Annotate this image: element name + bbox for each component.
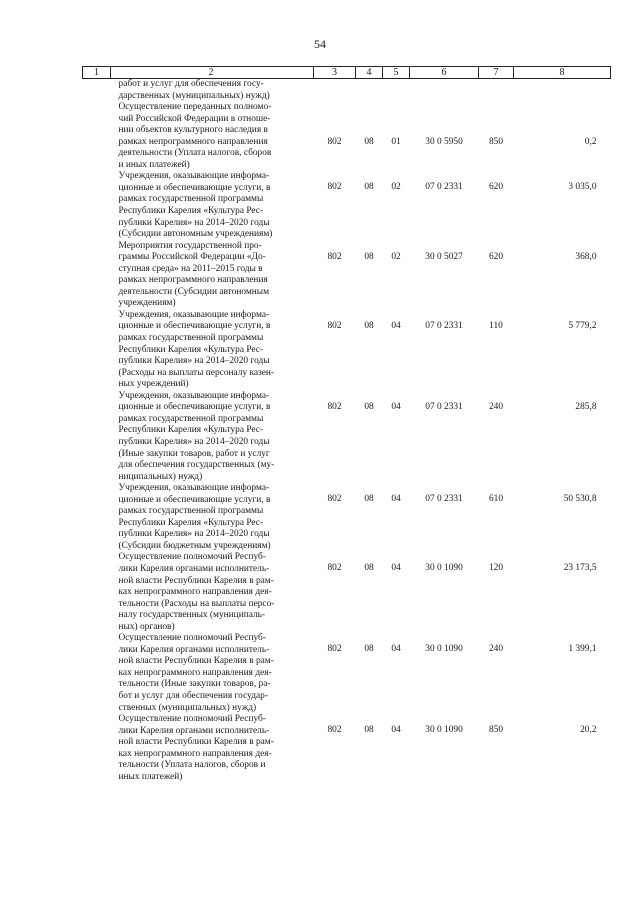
expense-type-code: 120 [488, 563, 504, 574]
amount: 20,2 [580, 725, 597, 736]
target-article-code: 07 0 2331 [425, 182, 463, 193]
target-article-code: 07 0 2331 [425, 320, 463, 331]
target-article-code: 07 0 2331 [425, 401, 463, 412]
ministry-code: 802 [327, 251, 342, 262]
expense-description: Осуществление переданных полномо- чий Российской Федерации в отноше- нии объектов культурного наследия в рамках непрограммного направления деятельности (Уплата налогов, сборов и иных платежей) [118, 102, 272, 170]
table-row [83, 171, 611, 240]
table-row [83, 714, 611, 783]
section-code: 08 [364, 725, 374, 736]
section-code: 08 [364, 251, 374, 262]
continuation-text: работ и услуг для обеспечения госу- дарственных (муниципальных) нужд) [118, 79, 270, 101]
amount: 3 035,0 [568, 182, 597, 193]
ministry-code: 802 [327, 137, 342, 148]
expense-type-code: 620 [488, 251, 504, 262]
target-article-code: 30 0 1090 [425, 563, 463, 574]
amount: 50 530,8 [563, 494, 597, 505]
expense-description: Учреждения, оказывающие информа- ционные и обеспечивающие услуги, в рамках государственной программы Республики Карелия «Культура Рес- публики Карелия» на 2014–2020 годы (Субсидии автономным учреждениям) [118, 171, 273, 240]
column-number-header-row [83, 67, 611, 79]
target-article-code: 30 0 5027 [425, 251, 463, 262]
column-header-3: 3 [314, 67, 356, 79]
expense-description: Учреждения, оказывающие информа- ционные и обеспечивающие услуги, в рамках государственной программы Республики Карелия «Культура Рес- публики Карелия» на 2014–2020 годы (Иные закупки товаров, работ и услуг для обеспечения государственных (му- ниципальных) нужд) [118, 390, 275, 482]
table-body [83, 79, 611, 784]
table-row [83, 310, 611, 391]
expense-type-code: 610 [488, 494, 504, 505]
expense-description: Осуществление полномочий Респуб- лики Карелия органами исполнитель- ной власти Республики Карелия в рам- ках непрограммного направления дея- тельности (Расходы на выплаты персо- налу государственных (муниципаль- ных) органов) [118, 552, 275, 632]
amount: 0,2 [584, 137, 597, 148]
amount: 285,8 [575, 401, 597, 412]
target-article-code: 30 0 5950 [425, 137, 463, 148]
section-code: 08 [364, 494, 374, 505]
expense-description: Мероприятия государственной про- граммы Российской Федерации «До- ступная среда» на 2011–2015 годы в рамках непрограммного направления деятельности (Субсидии автономным учреждениям) [118, 240, 270, 309]
section-code: 08 [364, 401, 374, 412]
column-header-6: 6 [410, 67, 479, 79]
table-row [83, 633, 611, 714]
section-code: 08 [364, 182, 374, 193]
subsection-code: 04 [391, 725, 401, 736]
amount: 368,0 [575, 251, 597, 262]
column-header-1-label: 1 [83, 67, 111, 78]
amount: 1 399,1 [568, 644, 597, 655]
column-header-2-label: 2 [208, 67, 214, 78]
table-row [83, 102, 611, 171]
table-row [83, 391, 611, 483]
column-header-4: 4 [356, 67, 383, 79]
subsection-code: 04 [391, 494, 401, 505]
expense-description: Осуществление полномочий Респуб- лики Карелия органами исполнитель- ной власти Республики Карелия в рам- ках непрограммного направления дея- тельности (Уплата налогов, сборов и иных платежей) [118, 714, 274, 782]
amount: 5 779,2 [568, 320, 597, 331]
table-row [83, 552, 611, 633]
ministry-code: 802 [327, 644, 342, 655]
subsection-code: 02 [391, 182, 401, 193]
section-code: 08 [364, 320, 374, 331]
column-header-1 [83, 67, 314, 79]
expense-type-code: 240 [488, 644, 504, 655]
ministry-code: 802 [327, 320, 342, 331]
subsection-code: 04 [391, 320, 401, 331]
expense-description: Осуществление полномочий Респуб- лики Карелия органами исполнитель- ной власти Республики Карелия в рам- ках непрограммного направления дея- тельности (Иные закупки товаров, ра- бот и услуг для обеспечения государ- ственных (муниципальных) нужд) [118, 633, 274, 713]
expense-description: Учреждения, оказывающие информа- ционные и обеспечивающие услуги, в рамках государственной программы Республики Карелия «Культура Рес- публики Карелия» на 2014–2020 годы (Субсидии бюджетным учреждениям) [118, 483, 271, 551]
target-article-code: 30 0 1090 [425, 644, 463, 655]
ministry-code: 802 [327, 401, 342, 412]
page-number: 54 [314, 37, 326, 51]
ministry-code: 802 [327, 563, 342, 574]
ministry-code: 802 [327, 494, 342, 505]
target-article-code: 07 0 2331 [425, 494, 463, 505]
expense-type-code: 620 [488, 182, 504, 193]
subsection-code: 04 [391, 644, 401, 655]
table-row [83, 241, 611, 310]
amount: 23 173,5 [563, 563, 597, 574]
section-code: 08 [364, 563, 374, 574]
expense-description: Учреждения, оказывающие информа- ционные и обеспечивающие услуги, в рамках государственной программы Республики Карелия «Культура Рес- публики Карелия» на 2014–2020 годы (Расходы на выплаты персоналу казен- ных учреждений) [118, 309, 275, 390]
target-article-code: 30 0 1090 [425, 725, 463, 736]
subsection-code: 04 [391, 401, 401, 412]
continuation-row [83, 79, 611, 103]
section-code: 08 [364, 644, 374, 655]
subsection-code: 01 [391, 137, 401, 148]
table-row [83, 483, 611, 552]
subsection-code: 02 [391, 251, 401, 262]
expense-type-code: 240 [488, 401, 504, 412]
section-code: 08 [364, 137, 374, 148]
ministry-code: 802 [327, 182, 342, 193]
subsection-code: 04 [391, 563, 401, 574]
column-header-5: 5 [383, 67, 410, 79]
ministry-code: 802 [327, 725, 342, 736]
expense-type-code: 110 [489, 320, 503, 331]
budget-table [82, 66, 611, 783]
expense-type-code: 850 [488, 725, 504, 736]
column-header-8: 8 [514, 67, 611, 79]
expense-type-code: 850 [488, 137, 504, 148]
column-header-7: 7 [479, 67, 514, 79]
